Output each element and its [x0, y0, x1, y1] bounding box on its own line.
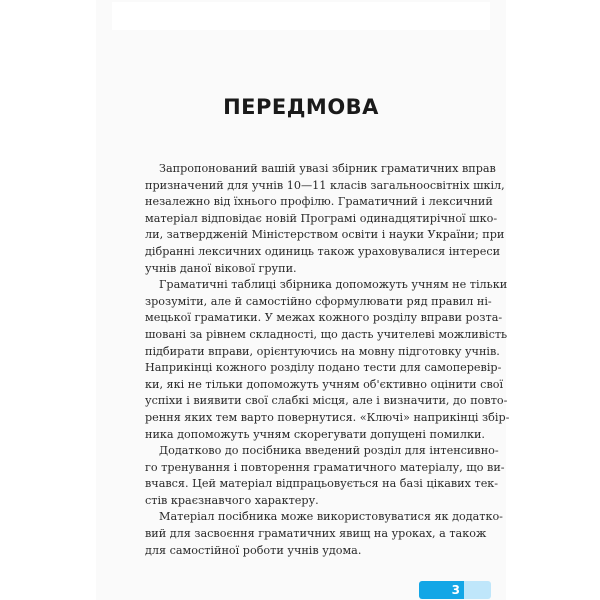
- body-text: [145, 161, 510, 559]
- text-line: для самостійної роботи учнів удома.: [145, 543, 362, 557]
- paragraph-4: [145, 509, 503, 559]
- text-line: ли, затвердженій Міністерством освіти і науки України; при: [145, 228, 505, 242]
- text-line: Матеріал посібника може використовуватися як додатко-: [159, 510, 503, 524]
- book-page: [96, 0, 510, 600]
- paragraph-2: [145, 277, 510, 443]
- text-line: Наприкінці кожного розділу подано тести для самоперевір-: [145, 361, 502, 375]
- text-line: вий для засвоєння граматичних явищ на уроках, а також: [145, 527, 487, 541]
- page-number: 3: [419, 581, 464, 599]
- text-line: стів краєзнавчого характеру.: [145, 493, 319, 507]
- text-line: мецької граматики. У межах кожного розділу вправи розта-: [145, 311, 503, 325]
- text-line: учнів даної вікової групи.: [145, 261, 297, 275]
- text-line: шовані за рівнем складності, що дасть учителеві можливість: [145, 327, 508, 341]
- text-line: незалежно від їхнього профілю. Граматичний і лексичний: [145, 195, 493, 209]
- text-line: го тренування і повторення граматичного матеріалу, що ви-: [145, 460, 505, 474]
- text-line: Додатково до посібника введений розділ для інтенсивно-: [159, 444, 499, 458]
- text-line: Граматичні таблиці збірника допоможуть учням не тільки: [159, 278, 508, 292]
- text-line: матеріал відповідає новій Програмі одинадцятирічної шко-: [145, 211, 498, 225]
- page-number-badge: [419, 581, 491, 599]
- paragraph-3: [145, 443, 505, 509]
- page-title: ПЕРЕДМОВА: [223, 95, 379, 119]
- text-line: підбирати вправи, орієнтуючись на мовну підготовку учнів.: [145, 344, 500, 358]
- page-number-tab: [464, 581, 491, 599]
- text-line: успіхи і виявити свої слабкі місця, але і визначити, до повто-: [145, 394, 508, 408]
- text-line: дібранні лексичних одиниць також ураховувалися інтереси: [145, 244, 501, 258]
- text-line: рення яких тем варто повернутися. «Ключі» наприкінці збір-: [145, 410, 510, 424]
- paragraph-1: [145, 161, 505, 277]
- text-line: Запропонований вашій увазі збірник граматичних вправ: [159, 162, 496, 175]
- text-line: вчався. Цей матеріал відпрацьовується на базі цікавих тек-: [145, 477, 499, 491]
- text-line: ника допоможуть учням скорегувати допущені помилки.: [145, 427, 485, 441]
- text-line: призначений для учнів 10—11 класів загальноосвітніх шкіл,: [145, 178, 505, 192]
- text-line: зрозуміти, але й самостійно сформулювати ряд правил ні-: [145, 294, 492, 308]
- page-header-area: [112, 2, 490, 30]
- text-line: ки, які не тільки допоможуть учням об'єктивно оцінити свої: [145, 377, 504, 391]
